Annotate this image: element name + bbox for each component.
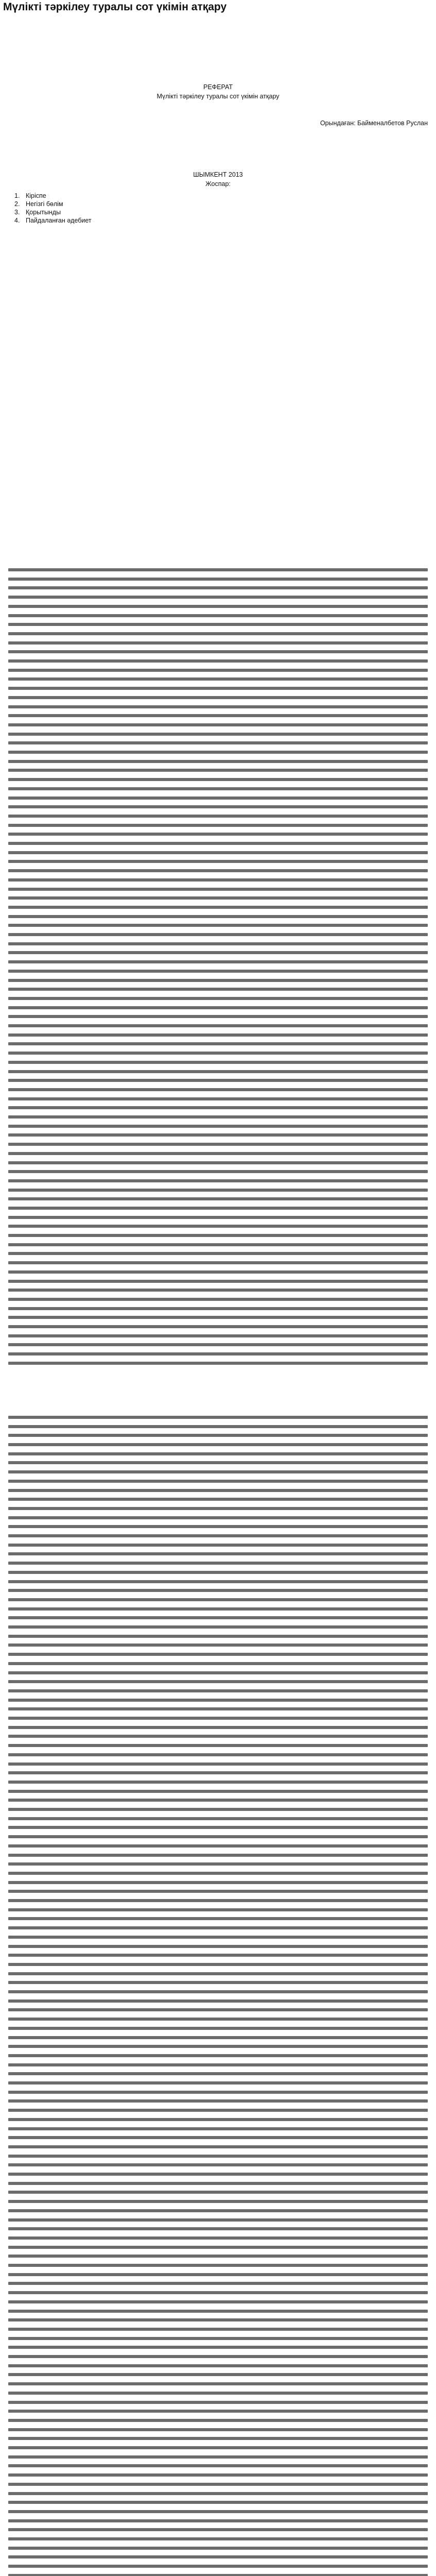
text-line: [8, 1214, 428, 1221]
text-line: [8, 1050, 428, 1056]
text-line: [8, 886, 428, 892]
text-line: [8, 667, 428, 673]
text-line: [8, 1250, 428, 1257]
text-line: [8, 2536, 428, 2542]
text-line: [8, 1925, 428, 1931]
text-line: [8, 2527, 428, 2533]
table-of-contents: [14, 192, 92, 225]
text-line: [8, 1615, 428, 1621]
text-line: [8, 2262, 428, 2268]
text-line: [8, 1123, 428, 1129]
text-line: [8, 1232, 428, 1239]
toc-item: 2. Негізгі бөлім: [14, 200, 63, 208]
text-line: [8, 1269, 428, 1275]
text-line: [8, 1670, 428, 1676]
text-line: [8, 2518, 428, 2524]
text-line: [8, 850, 428, 856]
text-line: [8, 1178, 428, 1184]
text-line: [8, 1824, 428, 1831]
text-line: [8, 1533, 428, 1539]
text-line: [8, 2162, 428, 2168]
text-line: [8, 2545, 428, 2551]
text-line: [8, 831, 428, 837]
text-line: [8, 2317, 428, 2323]
text-line: [8, 2098, 428, 2104]
text-line: [8, 1587, 428, 1594]
text-line: [8, 931, 428, 938]
text-line: [8, 2290, 428, 2296]
text-line: [8, 2408, 428, 2414]
text-line: [8, 2016, 428, 2022]
text-line: [8, 1834, 428, 1840]
text-line: [8, 1114, 428, 1120]
text-line: [8, 658, 428, 664]
text-line: [8, 1679, 428, 1685]
text-line: [8, 2308, 428, 2314]
text-line: [8, 2053, 428, 2059]
text-line: [8, 1141, 428, 1147]
text-line: [8, 1961, 428, 1968]
text-line: [8, 2417, 428, 2424]
text-line: [8, 1642, 428, 1648]
text-line: [8, 1196, 428, 1202]
text-line: [8, 2363, 428, 2369]
text-line: [8, 2299, 428, 2305]
text-line: [8, 2107, 428, 2113]
text-line: [8, 1478, 428, 1484]
text-line: [8, 968, 428, 974]
text-line: [8, 1660, 428, 1667]
text-line: [8, 1168, 428, 1175]
text-line: [8, 2563, 428, 2569]
text-line: [8, 1414, 428, 1420]
text-line: [8, 1989, 428, 1995]
text-line: [8, 740, 428, 746]
text-line: [8, 1287, 428, 1293]
text-line: [8, 585, 428, 591]
text-line: [8, 1105, 428, 1111]
text-line: [8, 1496, 428, 1502]
text-line: [8, 2198, 428, 2205]
text-line: [8, 1096, 428, 1102]
text-line: [8, 776, 428, 783]
text-line: [8, 2326, 428, 2332]
text-line: [8, 713, 428, 719]
text-line: [8, 1132, 428, 1138]
text-line: [8, 694, 428, 701]
text-line: [8, 1579, 428, 1585]
text-line: [8, 1952, 428, 1958]
text-line: [8, 1633, 428, 1639]
text-line: [8, 731, 428, 737]
text-line: [8, 2189, 428, 2195]
text-line: [8, 1916, 428, 1922]
text-line: [8, 1523, 428, 1530]
text-line: [8, 2134, 428, 2141]
text-line: [8, 1706, 428, 1712]
text-line: [8, 1843, 428, 1849]
text-line: [8, 1606, 428, 1612]
referat-label: РЕФЕРАТ: [203, 83, 233, 91]
text-line: [8, 2007, 428, 2013]
text-line: [8, 2226, 428, 2232]
plan-label: Жоспар:: [205, 180, 231, 188]
text-line: [8, 2217, 428, 2223]
text-line: [8, 704, 428, 710]
toc-item: 3. Қорытынды: [14, 209, 61, 216]
text-line: [8, 1442, 428, 1448]
text-line: [8, 1223, 428, 1229]
text-line: [8, 640, 428, 646]
text-line: [8, 1423, 428, 1430]
text-line: [8, 1697, 428, 1703]
text-line: [8, 758, 428, 765]
text-line: [8, 2344, 428, 2350]
text-line: [8, 2445, 428, 2451]
text-line: [8, 1160, 428, 1166]
text-line: [8, 1515, 428, 1521]
text-line: [8, 1770, 428, 1776]
text-line: [8, 1560, 428, 1566]
text-line: [8, 2089, 428, 2095]
text-line: [8, 1059, 428, 1065]
text-line: [8, 2399, 428, 2405]
text-line: [8, 2180, 428, 2187]
text-line: [8, 1943, 428, 1950]
text-line: [8, 1041, 428, 1047]
text-line: [8, 1806, 428, 1812]
text-line: [8, 1998, 428, 2004]
text-line: [8, 1005, 428, 1011]
text-line: [8, 613, 428, 619]
text-line: [8, 1087, 428, 1093]
text-line: [8, 1597, 428, 1603]
text-line: [8, 1897, 428, 1904]
text-line: [8, 2371, 428, 2378]
text-line: [8, 767, 428, 773]
text-line: [8, 1205, 428, 1211]
text-line: [8, 1788, 428, 1794]
text-line: [8, 2153, 428, 2159]
text-line: [8, 2035, 428, 2041]
text-line: [8, 2390, 428, 2396]
text-line: [8, 1451, 428, 1457]
text-line: [8, 621, 428, 628]
text-line: [8, 685, 428, 691]
text-line: [8, 2080, 428, 2086]
text-line: [8, 822, 428, 828]
text-line: [8, 2071, 428, 2077]
text-line: [8, 1551, 428, 1557]
text-line: [8, 786, 428, 792]
text-line: [8, 1069, 428, 1075]
text-line: [8, 1333, 428, 1339]
text-line: [8, 2043, 428, 2049]
text-line: [8, 1761, 428, 1767]
text-line: [8, 922, 428, 928]
text-line: [8, 1242, 428, 1248]
text-line: [8, 1460, 428, 1466]
text-line: [8, 2499, 428, 2505]
text-line: [8, 1324, 428, 1330]
text-line: [8, 959, 428, 965]
text-line: [8, 868, 428, 874]
text-line: [8, 594, 428, 600]
text-line: [8, 1432, 428, 1438]
text-line: [8, 1187, 428, 1193]
text-line: [8, 1971, 428, 1977]
text-line: [8, 2572, 428, 2576]
text-line: [8, 1542, 428, 1548]
text-line: [8, 2272, 428, 2278]
text-line: [8, 877, 428, 883]
text-line: [8, 649, 428, 655]
text-line: [8, 2062, 428, 2068]
text-line: [8, 795, 428, 801]
text-line: [8, 2490, 428, 2497]
text-line: [8, 1742, 428, 1749]
text-line: [8, 676, 428, 682]
page-title: Мүлікті тәркілеу туралы сот үкімін атқару: [3, 1, 227, 13]
text-line: [8, 722, 428, 728]
text-line: [8, 567, 428, 573]
text-line: [8, 1752, 428, 1758]
text-line: [8, 1360, 428, 1366]
text-line: [8, 1023, 428, 1029]
text-line: [8, 2253, 428, 2259]
toc-item: 1. Кіріспе: [14, 192, 46, 199]
text-line: [8, 1260, 428, 1266]
text-line: [8, 1870, 428, 1876]
text-line: [8, 1306, 428, 1312]
text-line: [8, 1861, 428, 1867]
text-line: [8, 1505, 428, 1512]
text-line: [8, 2171, 428, 2177]
text-line: [8, 1351, 428, 1357]
text-line: [8, 1296, 428, 1302]
text-line: [8, 1342, 428, 1348]
text-line: [8, 941, 428, 947]
text-line: [8, 1032, 428, 1038]
text-line: [8, 1314, 428, 1320]
text-line: [8, 2353, 428, 2360]
text-line: [8, 2472, 428, 2478]
text-line: [8, 2126, 428, 2132]
text-line: [8, 749, 428, 755]
text-line: [8, 2335, 428, 2342]
text-line: [8, 1888, 428, 1894]
text-line: [8, 858, 428, 865]
text-line: [8, 2454, 428, 2460]
text-line: [8, 1979, 428, 1986]
text-line: [8, 1879, 428, 1886]
text-line: [8, 813, 428, 819]
text-line: [8, 1469, 428, 1475]
topic-line: Мүлікті тәркілеу туралы сот үкімін атқару: [156, 93, 280, 100]
text-line: [8, 1779, 428, 1785]
text-line: [8, 2463, 428, 2469]
text-line: [8, 2381, 428, 2387]
text-line: [8, 2116, 428, 2123]
text-line: [8, 2481, 428, 2487]
text-line: [8, 1852, 428, 1858]
text-line: [8, 1150, 428, 1157]
city-year: ШЫМКЕНТ 2013: [193, 171, 243, 178]
text-line: [8, 2244, 428, 2250]
text-line: [8, 986, 428, 992]
text-line: [8, 1487, 428, 1494]
text-line: [8, 1934, 428, 1940]
text-line: [8, 1688, 428, 1694]
text-line: [8, 950, 428, 956]
text-line: [8, 2280, 428, 2286]
text-line: [8, 995, 428, 1002]
text-line: [8, 904, 428, 910]
text-line: [8, 603, 428, 609]
text-line: [8, 1077, 428, 1083]
text-line: [8, 1278, 428, 1284]
text-line: [8, 2208, 428, 2214]
text-line: [8, 977, 428, 984]
text-line: [8, 2235, 428, 2241]
text-line: [8, 1651, 428, 1657]
text-line: [8, 1013, 428, 1020]
text-line: [8, 1733, 428, 1739]
text-line: [8, 1724, 428, 1731]
text-line: [8, 1907, 428, 1913]
text-line: [8, 1624, 428, 1630]
text-line: [8, 895, 428, 901]
text-line: [8, 2509, 428, 2515]
text-line: [8, 1569, 428, 1575]
text-line: [8, 2025, 428, 2031]
text-line: [8, 913, 428, 920]
text-line: [8, 2427, 428, 2433]
toc-item: 4. Пайдаланған әдебиет: [14, 217, 92, 224]
author-line: Орындаған: Байменалбетов Руслан: [320, 120, 428, 127]
text-line: [8, 2554, 428, 2560]
text-line: [8, 2435, 428, 2442]
text-line: [8, 576, 428, 582]
text-line: [8, 1816, 428, 1822]
text-line: [8, 1715, 428, 1721]
text-line: [8, 840, 428, 846]
text-line: [8, 2144, 428, 2150]
text-line: [8, 804, 428, 810]
text-line: [8, 631, 428, 637]
text-line: [8, 1797, 428, 1803]
